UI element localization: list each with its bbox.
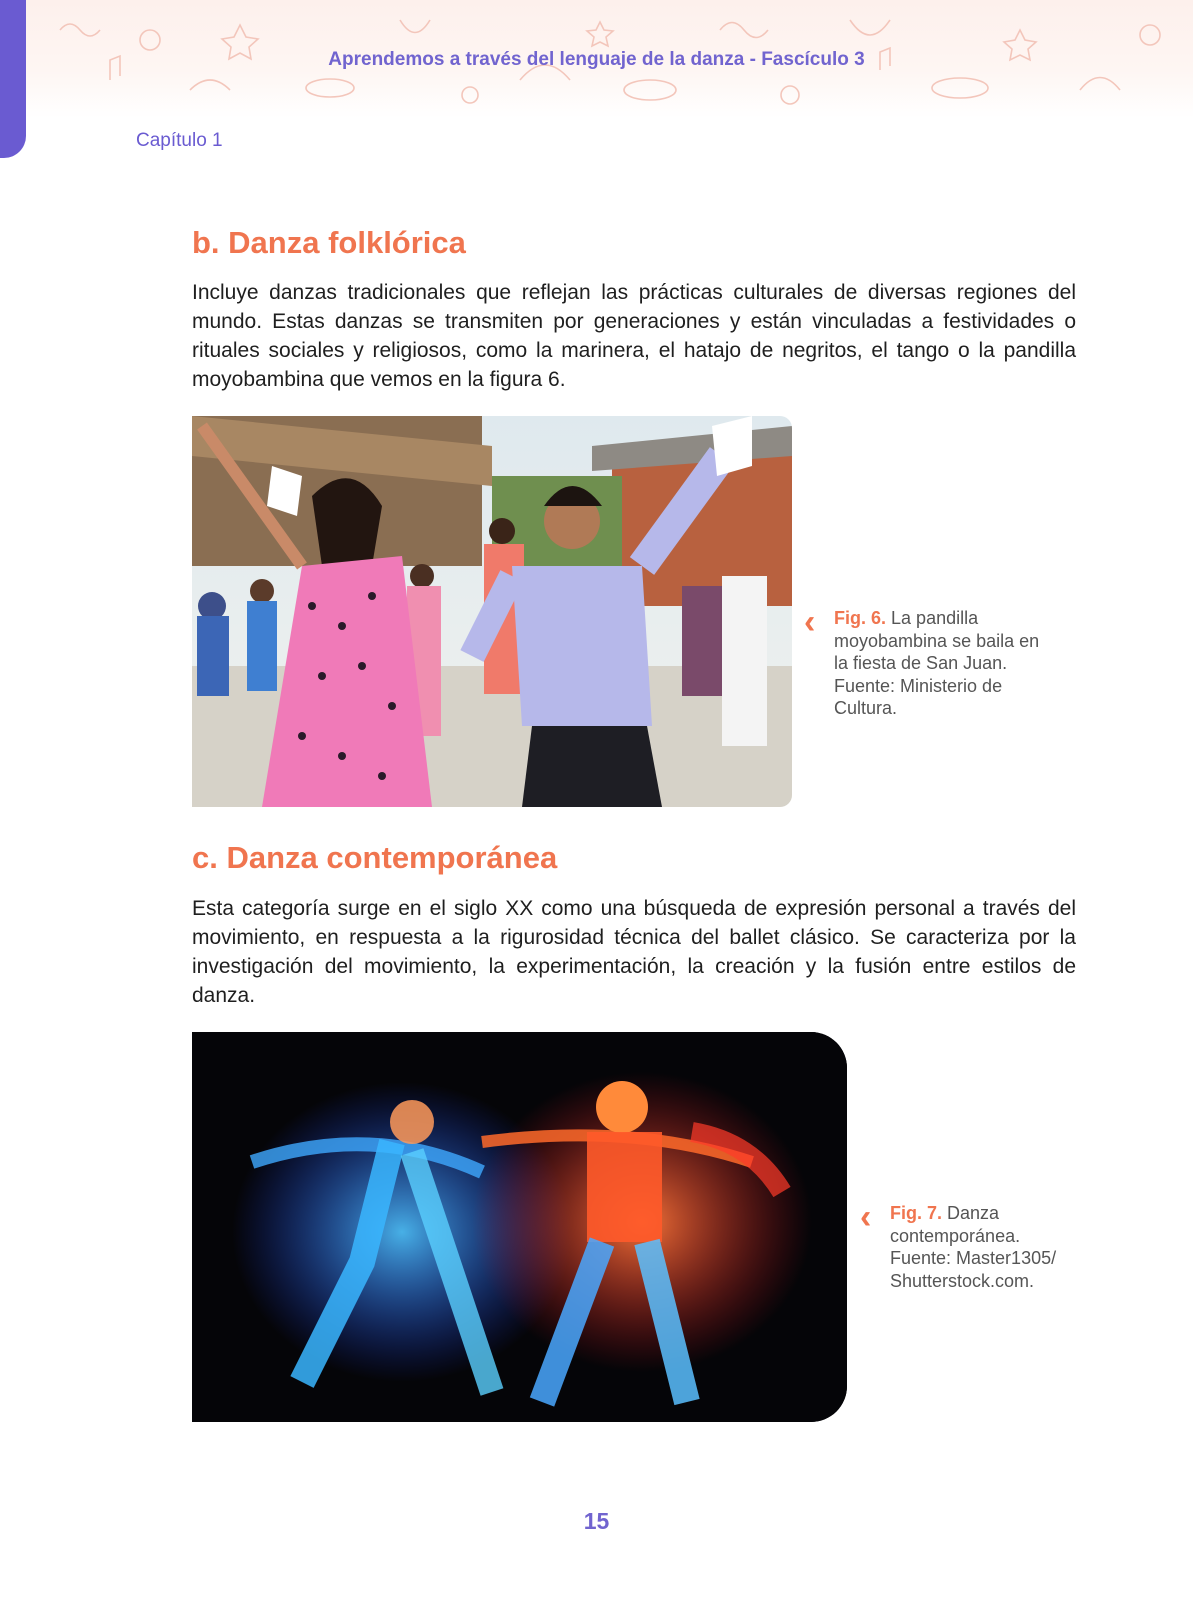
figure-6-label: Fig. 6. bbox=[834, 608, 887, 628]
section-body-folklorica: Incluye danzas tradicionales que reflejan las prácticas culturales de diversas regiones del mundo. Estas danzas se transmiten por generaciones y están vinculadas a festividades o rituales sociales y religiosos, como la marinera, el hatajo de negritos, el tango o la pandilla moyobambina que vemos en la figura 6. bbox=[192, 281, 1076, 391]
figure-6-caption-text: La pandilla moyobambina se baila en la fiesta de San Juan. Fuente: Ministerio de Cultura. bbox=[834, 608, 1040, 718]
chevron-left-icon: ‹ bbox=[860, 1198, 872, 1236]
chapter-label: Capítulo 1 bbox=[136, 130, 223, 151]
section-heading-contemporanea: c. Danza contemporánea bbox=[192, 840, 558, 875]
folk-dance-photo bbox=[192, 416, 792, 807]
section-body-contemporanea: Esta categoría surge en el siglo XX como una búsqueda de expresión personal a través del movimiento, en respuesta a la rigurosidad técnica del ballet clásico. Se caracteriza por la investigación del movimiento, la experimentación, la creación y la fusión entre estilos de danza. bbox=[192, 897, 1076, 1007]
page-number: 15 bbox=[583, 1508, 610, 1534]
figure-7-photo bbox=[192, 1032, 847, 1422]
figure-6-caption bbox=[804, 603, 1054, 720]
figure-7-label: Fig. 7. bbox=[890, 1203, 943, 1223]
chevron-left-icon: ‹ bbox=[804, 603, 816, 641]
figure-7-caption bbox=[860, 1198, 1080, 1292]
figure-6-photo bbox=[192, 416, 792, 807]
section-heading-folklorica: b. Danza folklórica bbox=[192, 225, 466, 260]
figure-7-caption-text: Danza contemporánea. Fuente: Master1305/ Shutterstock.com. bbox=[890, 1203, 1057, 1291]
contemporary-dance-photo bbox=[192, 1032, 847, 1422]
document-header-title: Aprendemos a través del lenguaje de la danza - Fascículo 3 bbox=[328, 49, 865, 70]
chapter-side-tab bbox=[0, 0, 26, 158]
